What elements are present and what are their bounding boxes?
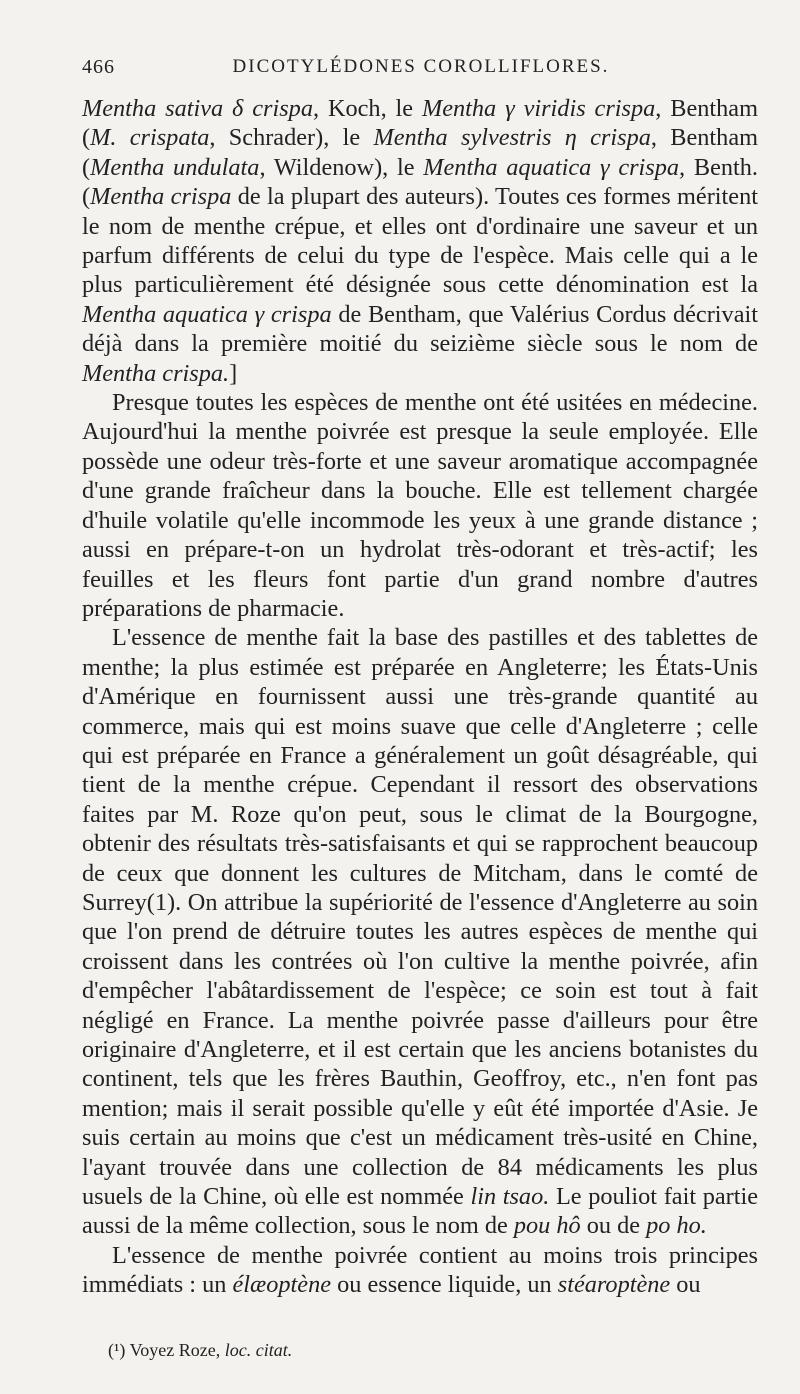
italic-run: Mentha crispa. xyxy=(82,359,230,387)
italic-run: po ho. xyxy=(646,1212,707,1240)
italic-run: Mentha sativa δ crispa xyxy=(82,95,313,122)
footnote-marker: (¹) xyxy=(108,1340,126,1360)
text-run: , Koch, le xyxy=(312,95,422,122)
text-run: de Bentham, que Valérius Cordus décrivait déjà dans la première moitié du seizième siècle sous le nom de xyxy=(82,300,758,358)
text-run: L'essence de menthe fait la base des pastilles et des tablettes de menthe; la plus estimée est préparée en Angleterre; les États-Unis d'Amérique en fournissent aussi une très-grande quantité au commerce, mais qui est moins suave que celle d'Angleterre ; celle qui est préparée en France a généralement un goût désagréable, qui tient de la menthe crépue. Cependant il ressort des observations faites par M. Roze qu'on peut, sous le climat de la Bourgogne, obtenir des résultats très-satisfaisants et qui se rapprochent beaucoup de ceux que donnent les cultures de Mitcham, dans le comté de Surrey(1). On attribue la supériorité de l'essence d'Angleterre au soin que l'on prend de détruire toutes les autres espèces de menthe qui croissent dans les contrées où l'on cultive la menthe poivrée, afin d'empêcher l'abâtardissement de l'espèce; ce soin est tout à fait négligé en France. La menthe poivrée passe d'ailleurs pour être originaire d'Angleterre, et il est certain que les anciens botanistes du continent, tels que les frères Bauthin, Geoffroy, etc., n'en font pas mention; mais il serait possible qu'elle y eût été importée d'Asie. Je suis certain au moins que c'est un médicament très-usité en Chine, l'ayant trouvée dans une collection de 84 médicaments les plus usuels de la Chine, où elle est nommée xyxy=(82,624,758,1211)
italic-run: M. crispata xyxy=(90,124,210,152)
paragraph xyxy=(82,1241,758,1300)
italic-run: pou hô xyxy=(513,1212,581,1240)
footnote xyxy=(108,1340,292,1361)
footnote-text: Voyez Roze, xyxy=(125,1340,225,1360)
text-run: , Bentham ( xyxy=(82,95,758,152)
footnote-citation: loc. citat. xyxy=(224,1340,293,1360)
page-header xyxy=(82,56,760,84)
text-run: ou de xyxy=(580,1212,647,1240)
italic-run: Mentha γ viridis crispa xyxy=(421,95,656,122)
paragraph xyxy=(82,388,758,623)
text-run: , Bentham ( xyxy=(82,124,759,181)
paragraph xyxy=(82,623,758,1241)
text-run: ou xyxy=(670,1271,701,1299)
page-number: 466 xyxy=(82,56,115,78)
italic-run: Mentha undulata xyxy=(90,153,260,181)
text-run: ] xyxy=(229,359,238,387)
text-run: de la plupart des auteurs). Toutes ces formes méritent le nom de menthe crépue, et elles ont d'ordinaire une saveur et un parfum différents de celui du type de l'espèce. Mais celle qui a le plus particulièrement été désignée sous cette dénomination est la xyxy=(82,183,758,299)
text-run: ou essence liquide, un xyxy=(331,1271,558,1299)
text-run: , Wildenow), le xyxy=(259,153,424,181)
text-run: , Schrader), le xyxy=(209,124,374,152)
text-run: L'essence de menthe poivrée contient au moins trois principes immédiats : un xyxy=(82,1241,758,1299)
text-run: Le pouliot fait partie aussi de la même collection, sous le nom de xyxy=(82,1183,759,1240)
text-run: Benth. ( xyxy=(82,153,758,211)
body-text xyxy=(82,94,758,1300)
italic-run: Mentha aquatica γ crispa xyxy=(82,300,332,328)
italic-run: Mentha crispa xyxy=(90,183,232,211)
running-head: DICOTYLÉDONES COROLLIFLORES. xyxy=(232,56,610,77)
paragraph xyxy=(82,94,758,388)
italic-run: lin tsao. xyxy=(470,1183,550,1211)
text-run: Presque toutes les espèces de menthe ont été usitées en médecine. Aujourd'hui la menthe poivrée est presque la seule employée. Elle possède une odeur très-forte et une saveur aromatique accompagnée d'une grande fraîcheur dans la bouche. Elle est tellement chargée d'huile volatile qu'elle incommode les yeux à une grande distance ; aussi en prépare-t-on un hydrolat très-odorant et très-actif; les feuilles et les fleurs font partie d'un grand nombre d'autres préparations de pharmacie. xyxy=(82,389,758,622)
italic-run: stéaroptène xyxy=(557,1271,671,1299)
italic-run: Mentha aquatica γ crispa, xyxy=(423,153,686,181)
italic-run: élæoptène xyxy=(232,1271,332,1299)
italic-run: Mentha sylvestris η crispa xyxy=(373,124,651,152)
